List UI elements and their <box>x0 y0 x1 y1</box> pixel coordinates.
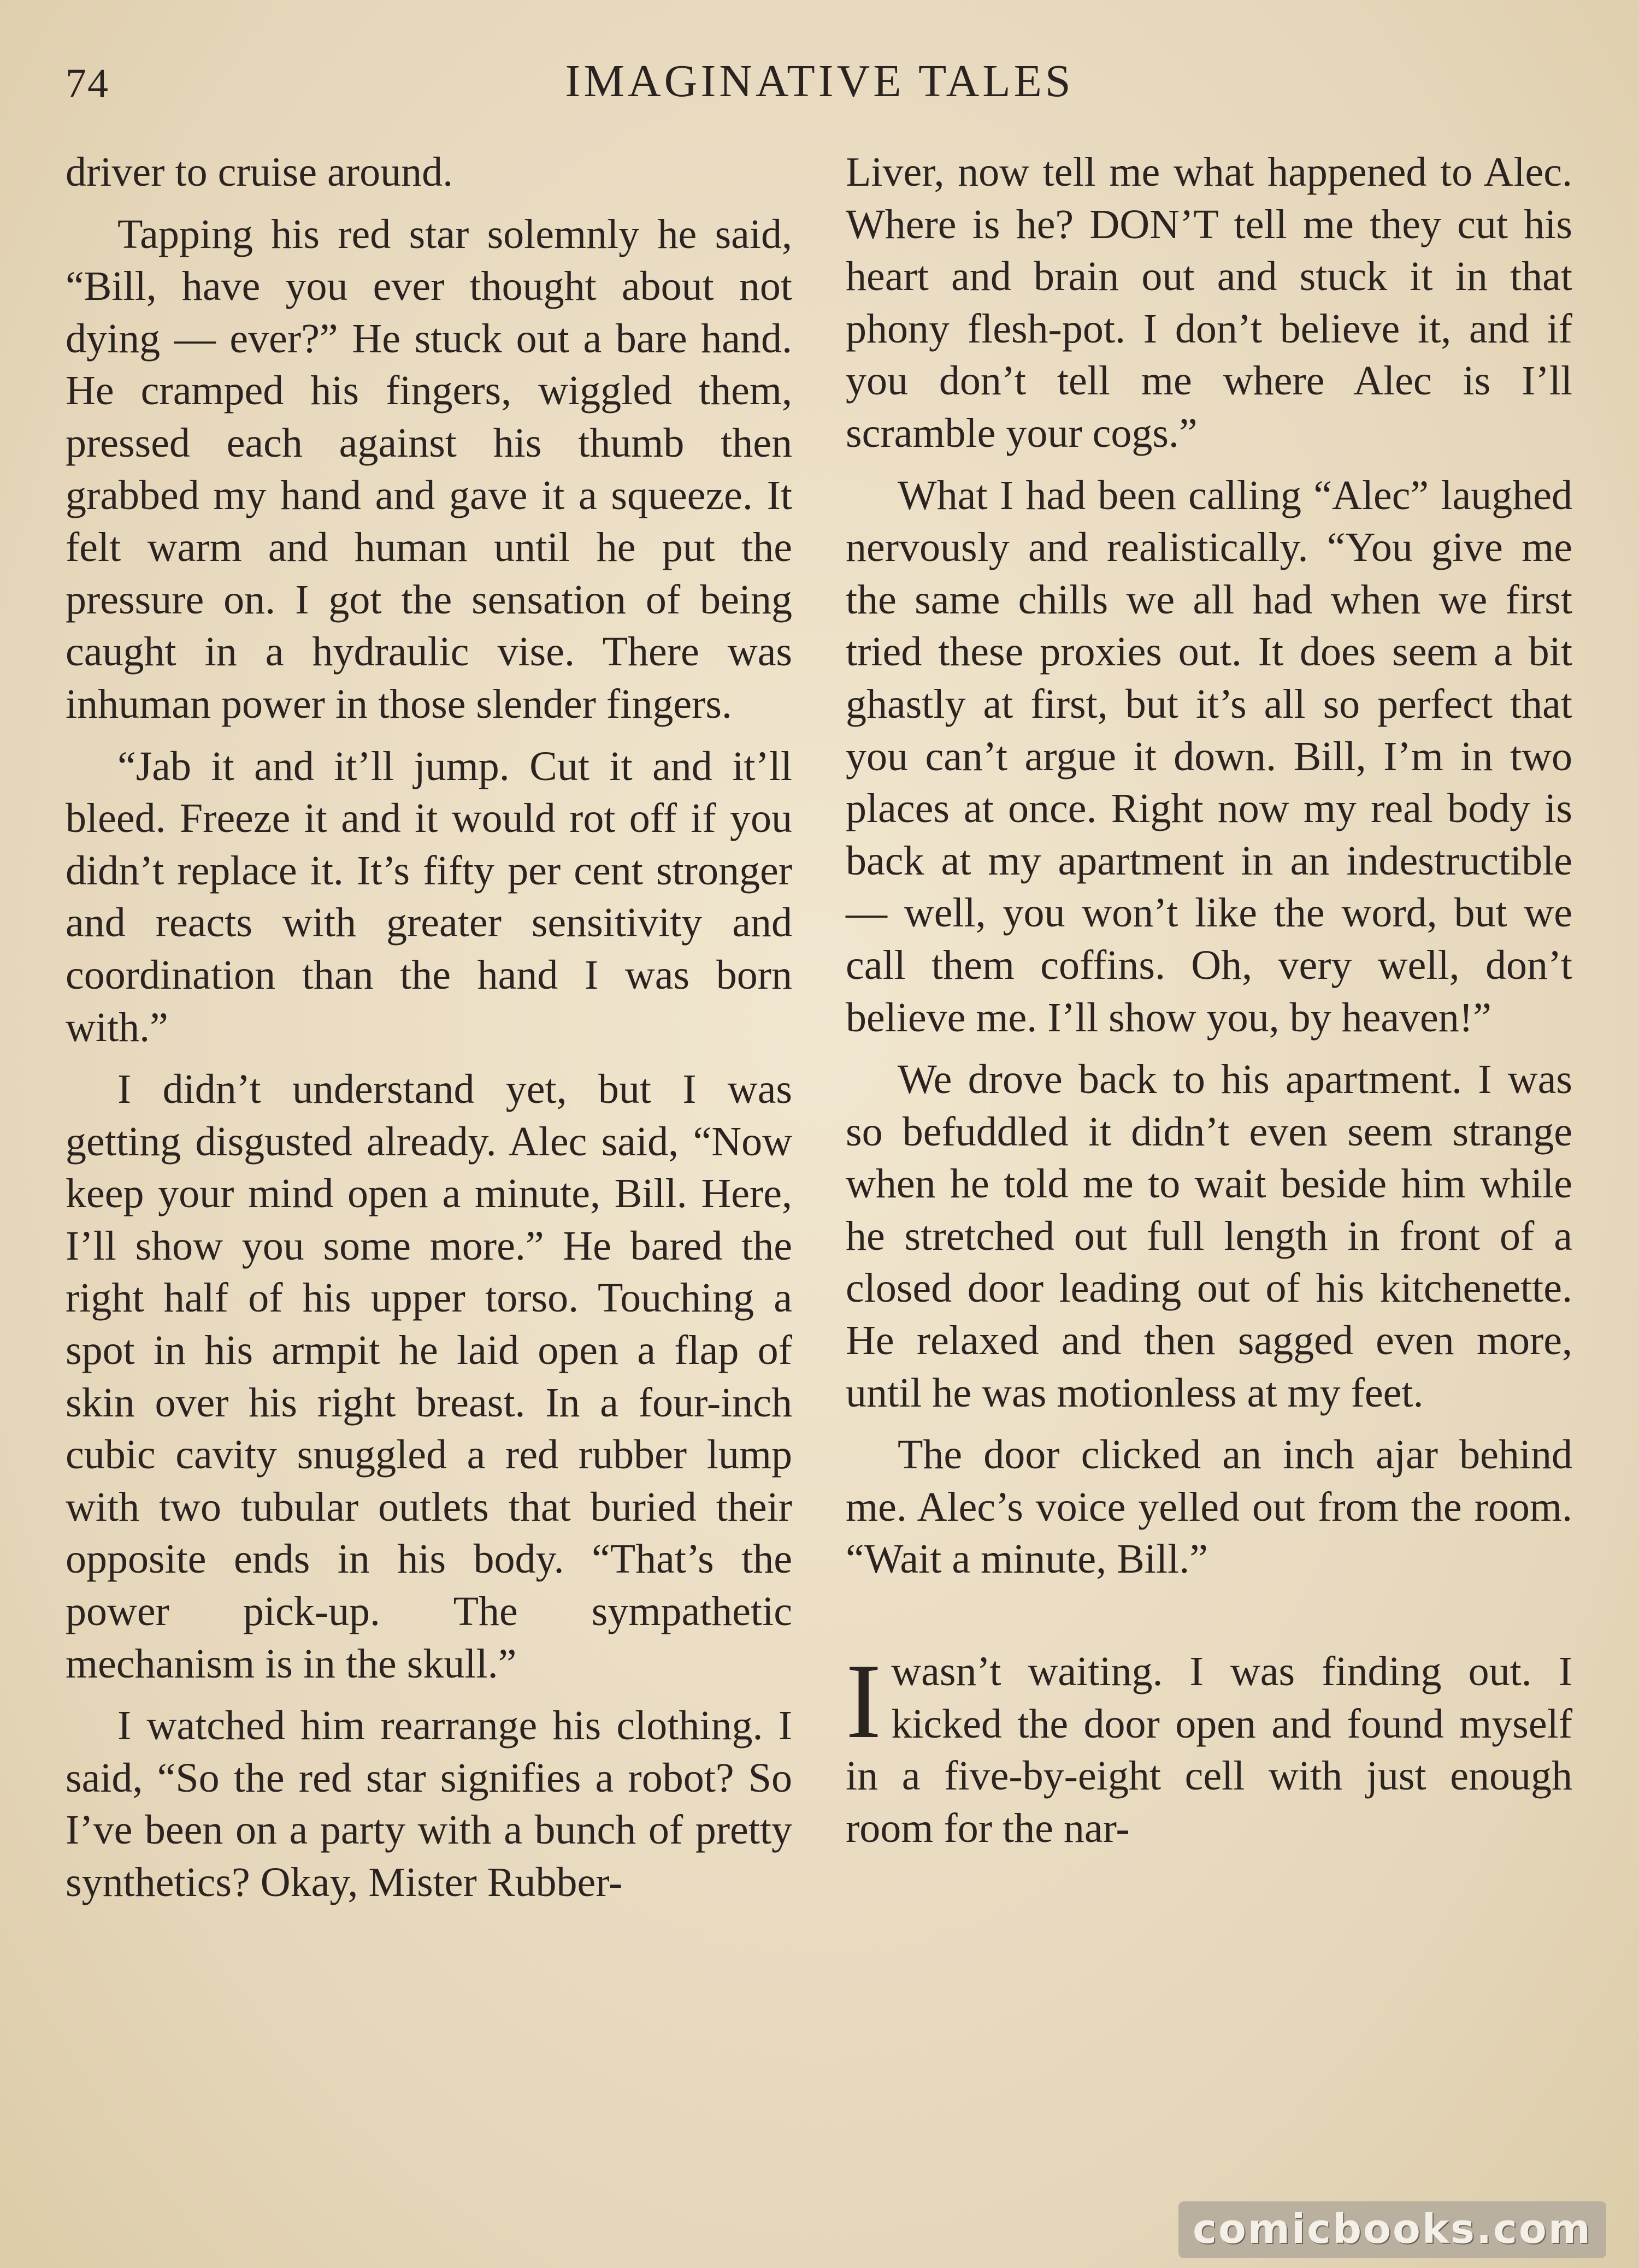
paragraph: “Jab it and it’ll jump. Cut it and it’ll bleed. Freeze it and it would rot off if you didn’t replace it. It’s fifty per cent stronger and reacts with greater sensitivity and coordination than the hand I was born with.” <box>66 743 792 1050</box>
page-header <box>0 55 1639 120</box>
page-number: 74 <box>66 61 109 107</box>
paragraph: We drove back to his apartment. I was so befuddled it didn’t even seem strange when he told me to wait beside him while he stretched out full length in front of a closed door leading out of his kitchenette. He relaxed and then sagged even more, until he was motionless at my feet. <box>846 1056 1572 1416</box>
paragraph-text: wasn’t waiting. I was finding out. I kicked the door open and found myself in a five-by-eight cell with just enough room for the nar- <box>846 1649 1572 1851</box>
drop-cap: I <box>846 1642 882 1761</box>
watermark-logo: comicbooks.com <box>1178 2201 1606 2258</box>
paragraph: Tapping his red star solemnly he said, “Bill, have you ever thought about not dying — ever?” He stuck out a bare hand. He cramped his fingers, wiggled them, pressed each against his thumb then grabbed my hand and gave it a squeeze. It felt warm and human until he put the pressure on. I got the sensation of being caught in a hydraulic vise. There was inhuman power in those slender fingers. <box>66 211 792 727</box>
running-title: IMAGINATIVE TALES <box>565 56 1074 107</box>
paragraph: driver to cruise around. <box>66 149 453 195</box>
paragraph: I watched him rearrange his clothing. I said, “So the red star signifies a robot? So I’ve been on a party with a bunch of pretty synthetics? Okay, Mister Rubber- <box>66 1703 792 1905</box>
left-column <box>66 146 792 1909</box>
paragraph: I didn’t understand yet, but I was getting disgusted already. Alec said, “Now keep your mind open a minute, Bill. Here, I’ll show you some more.” He bared the right half of his upper torso. Touching a spot in his armpit he laid open a flap of skin over his right breast. In a four-inch cubic cavity snuggled a red rubber lump with two tubular outlets that buried their opposite ends in his body. “That’s the power pick-up. The sympathetic mechanism is in the skull.” <box>66 1066 792 1687</box>
paragraph: What I had been calling “Alec” laughed nervously and realistically. “You give me the same chills we all had when we first tried these proxies out. It does seem a bit ghastly at first, but it’s all so perfect that you can’t argue it down. Bill, I’m in two places at once. Right now my real body is back at my apartment in an indestructible — well, you won’t like the word, but we call them coffins. Oh, very well, don’t believe me. I’ll show you, by heaven!” <box>846 472 1572 1041</box>
right-column <box>846 146 1572 1854</box>
paragraph: Liver, now tell me what happened to Alec. Where is he? DON’T tell me they cut his heart and brain out and stuck it in that phony flesh-pot. I don’t believe it, and if you don’t tell me where Alec is I’ll scramble your cogs.” <box>846 149 1572 456</box>
section-opening-paragraph <box>846 1642 1572 1854</box>
paragraph: The door clicked an inch ajar behind me. Alec’s voice yelled out from the room. “Wait a minute, Bill.” <box>846 1432 1572 1582</box>
